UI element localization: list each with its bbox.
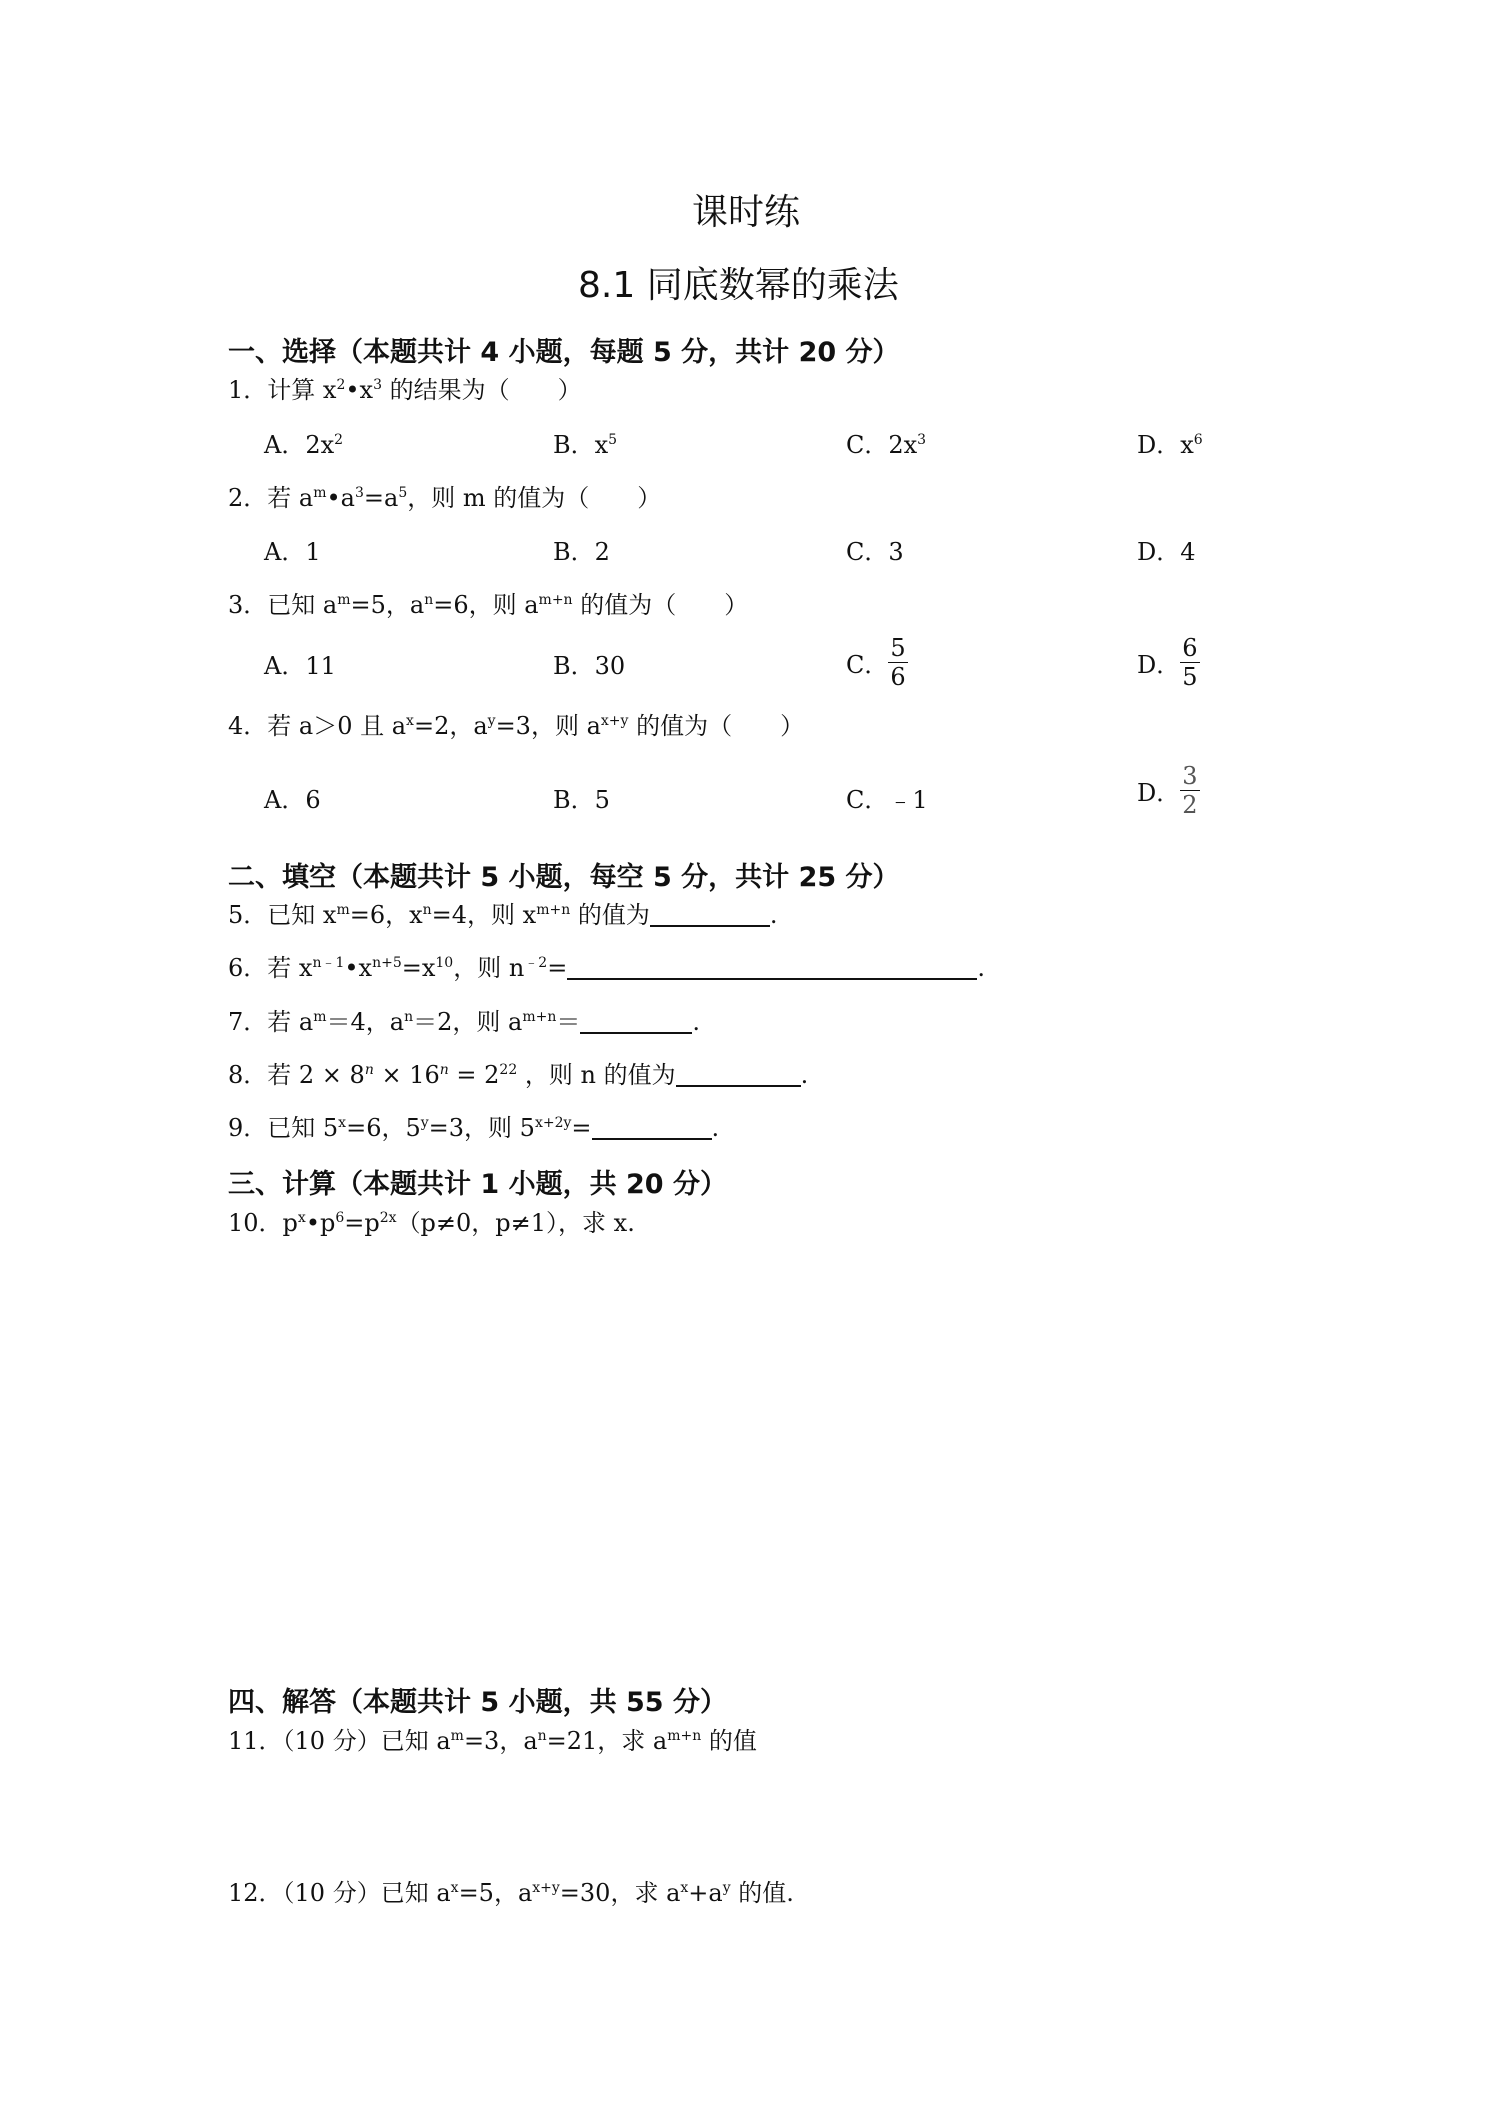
question-11: 11．（10 分）已知 $a^m=3$，$a^n=21$，求 $a^{m+n}$ 的值 — [228, 1727, 757, 1755]
q4-option-b[interactable]: B．5 — [553, 786, 610, 814]
q2-option-a[interactable]: A．1 — [264, 538, 321, 566]
question-7: 7．若 $a^m=4$，$a^n=2$，则 $a^{m+n}=$ . — [228, 1008, 700, 1036]
question-4: 4．若 a＞0 且 $a^x=2$，$a^y=3$，则 $a^{x+y}$ 的值为（ ） — [228, 712, 805, 740]
question-12: 12．（10 分）已知 $a^x=5$，$a^{x+y}=30$，求 $a^x+a^y$ 的值. — [228, 1879, 794, 1907]
q9-answer-blank[interactable] — [592, 1114, 712, 1140]
question-8: 8．若 $2 \times 8^n \times 16^n = 2^{22}$ ，则 n 的值为 . — [228, 1061, 809, 1089]
q1-option-d[interactable]: D．$x^6$ — [1137, 431, 1203, 459]
question-1: 1．计算 $x^2•x^3$ 的结果为（ ） — [228, 376, 582, 404]
q1-option-c[interactable]: C．$2x^3$ — [846, 431, 927, 459]
q3-option-b[interactable]: B．30 — [553, 652, 626, 680]
section-heading-answer: 四、解答（本题共计 5 小题，共 55 分） — [228, 1687, 727, 1718]
q3-option-d[interactable]: D． $\frac{6}{5}$ — [1137, 634, 1198, 691]
question-6: 6．若 $x^{n﹣1}•x^{n+5}=x^{10}$，则 $n^{﹣2}=$ . — [228, 954, 985, 982]
q3-option-a[interactable]: A．11 — [264, 652, 336, 680]
worksheet-title: 课时练 — [692, 192, 801, 233]
q8-answer-blank[interactable] — [676, 1061, 801, 1087]
q7-answer-blank[interactable] — [580, 1008, 692, 1034]
q4-option-c[interactable]: C．﹣1 — [846, 786, 928, 814]
question-10: 10．$p^x•p^6=p^{2x}(p\ne 0$，p≠1），求 x. — [228, 1209, 635, 1237]
lesson-title: 8.1 同底数幂的乘法 — [578, 265, 899, 306]
q6-answer-blank[interactable] — [567, 954, 977, 980]
question-5: 5．已知 $x^m=6$，$x^n=4$，则 $x^{m+n}$ 的值为 . — [228, 901, 778, 929]
q2-option-c[interactable]: C．3 — [846, 538, 904, 566]
q4-option-d[interactable]: D． $\frac{3}{2}$ — [1137, 762, 1198, 819]
q3-option-c[interactable]: C． $\frac{5}{6}$ — [846, 634, 906, 691]
q5-answer-blank[interactable] — [650, 901, 770, 927]
q2-option-d[interactable]: D．4 — [1137, 538, 1196, 566]
question-2: 2．若 $a^m•a^3=a^5$，则 m 的值为（ ） — [228, 484, 662, 512]
q1-option-a[interactable]: A．$2x^2$ — [264, 431, 344, 459]
question-3: 3．已知 $a^m=5$，$a^n=6$，则 $a^{m+n}$ 的值为（ ） — [228, 591, 749, 619]
section-heading-choice: 一、选择（本题共计 4 小题，每题 5 分，共计 20 分） — [228, 337, 900, 368]
question-9: 9．已知 $5^x=6$，$5^y=3$，则 $5^{x+2y}=$ . — [228, 1114, 720, 1142]
q4-option-a[interactable]: A．6 — [264, 786, 321, 814]
q2-option-b[interactable]: B．2 — [553, 538, 610, 566]
section-heading-compute: 三、计算（本题共计 1 小题，共 20 分） — [228, 1169, 727, 1200]
section-heading-fill: 二、填空（本题共计 5 小题，每空 5 分，共计 25 分） — [228, 862, 900, 893]
q1-option-b[interactable]: B．$x^5$ — [553, 431, 618, 459]
